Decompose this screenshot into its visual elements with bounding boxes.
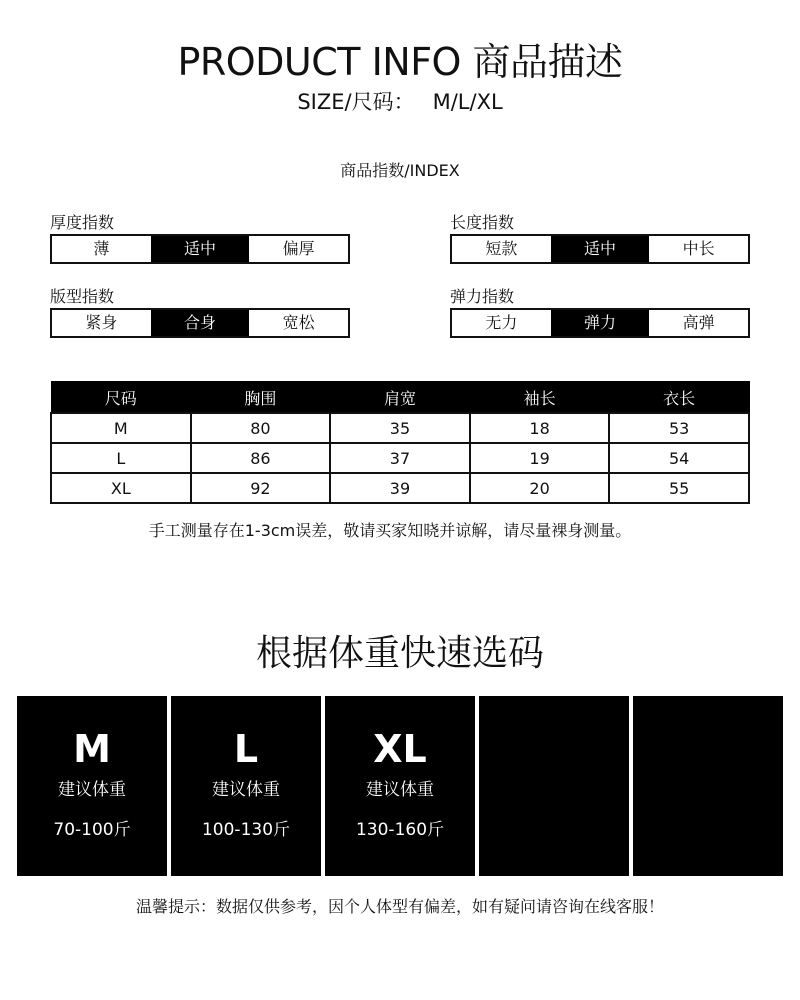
table-cell: 20 — [470, 473, 610, 503]
index-option-selected: 适中 — [151, 236, 250, 262]
size-values: M/L/XL — [432, 90, 503, 114]
column-header: 袖长 — [470, 382, 610, 414]
table-cell: 86 — [191, 443, 331, 473]
table-cell: 35 — [330, 413, 470, 443]
weight-card-l — [171, 696, 321, 876]
index-option-selected: 合身 — [151, 310, 250, 336]
index-option: 高弹 — [649, 310, 748, 336]
card-size: M — [73, 727, 111, 771]
table-cell: 55 — [609, 473, 749, 503]
index-option-selected: 弹力 — [551, 310, 650, 336]
index-option: 无力 — [452, 310, 551, 336]
page-title: PRODUCT INFO 商品描述 — [177, 40, 623, 84]
card-range: 70-100斤 — [53, 820, 131, 840]
table-cell: 92 — [191, 473, 331, 503]
table-cell: 80 — [191, 413, 331, 443]
index-label: 版型指数 — [50, 287, 115, 306]
fit-index — [50, 286, 350, 338]
table-cell: 37 — [330, 443, 470, 473]
weight-card-empty — [479, 696, 629, 876]
card-size: XL — [373, 727, 427, 771]
index-option: 宽松 — [249, 310, 348, 336]
table-cell: XL — [51, 473, 191, 503]
column-header: 胸围 — [191, 382, 331, 414]
size-table — [50, 381, 750, 504]
index-options — [50, 234, 350, 264]
column-header: 肩宽 — [330, 382, 470, 414]
card-range: 100-130斤 — [201, 820, 291, 840]
table-cell: 54 — [609, 443, 749, 473]
card-label: 建议体重 — [366, 780, 434, 800]
table-row — [51, 413, 749, 443]
index-option: 短款 — [452, 236, 551, 262]
weight-card-m — [17, 696, 167, 876]
elasticity-index — [450, 286, 750, 338]
table-cell: 19 — [470, 443, 610, 473]
table-row — [51, 473, 749, 503]
weight-card-empty — [633, 696, 783, 876]
index-label: 厚度指数 — [50, 213, 115, 232]
weight-cards — [17, 696, 783, 876]
measurement-note: 手工测量存在1-3cm误差，敬请买家知晓并谅解，请尽量裸身测量。 — [148, 521, 632, 540]
index-option: 薄 — [52, 236, 151, 262]
index-label: 弹力指数 — [450, 287, 515, 306]
table-header-row — [51, 382, 749, 414]
size-line — [0, 88, 800, 116]
card-label: 建议体重 — [58, 780, 126, 800]
size-label: SIZE/尺码： — [297, 90, 415, 114]
table-cell: M — [51, 413, 191, 443]
column-header: 衣长 — [609, 382, 749, 414]
index-option: 中长 — [649, 236, 748, 262]
thickness-index — [50, 212, 350, 264]
index-options — [450, 234, 750, 264]
card-label: 建议体重 — [212, 780, 280, 800]
index-title: 商品指数/INDEX — [340, 161, 460, 180]
index-option: 偏厚 — [249, 236, 348, 262]
column-header: 尺码 — [51, 382, 191, 414]
table-row — [51, 443, 749, 473]
weight-guide-title: 根据体重快速选码 — [255, 633, 544, 674]
weight-card-xl — [325, 696, 475, 876]
card-range: 130-160斤 — [355, 820, 445, 840]
index-option: 紧身 — [52, 310, 151, 336]
table-cell: L — [51, 443, 191, 473]
index-options — [50, 308, 350, 338]
table-cell: 53 — [609, 413, 749, 443]
index-option-selected: 适中 — [551, 236, 650, 262]
table-cell: 39 — [330, 473, 470, 503]
length-index — [450, 212, 750, 264]
index-options — [450, 308, 750, 338]
table-cell: 18 — [470, 413, 610, 443]
footer-note: 温馨提示：数据仅供参考，因个人体型有偏差，如有疑问请咨询在线客服！ — [135, 897, 664, 916]
card-size: L — [233, 727, 259, 771]
index-label: 长度指数 — [450, 213, 515, 232]
